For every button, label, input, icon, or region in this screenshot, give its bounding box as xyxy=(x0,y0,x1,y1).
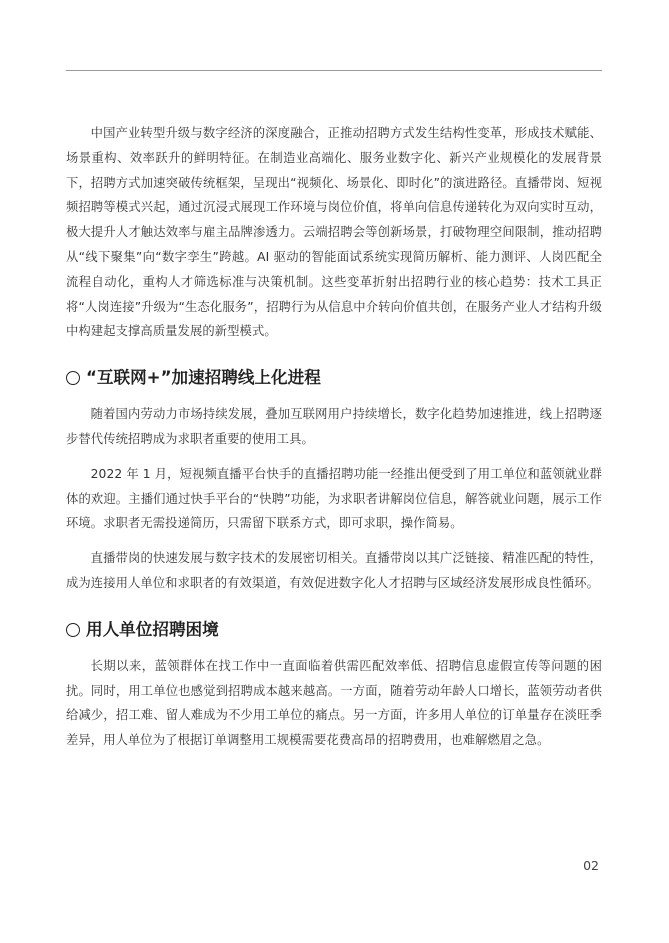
circle-bullet-icon xyxy=(66,623,80,637)
intro-paragraph: 中国产业转型升级与数字经济的深度融合，正推动招聘方式发生结构性变革，形成技术赋能、场景重构、效率跃升的鲜明特征。在制造业高端化、服务业数字化、新兴产业规模化的发展背景下，招聘方式加速突破传统框架，呈现出“视频化、场景化、即时化”的演进路径。直播带岗、短视频招聘等模式兴起，通过沉浸式展现工作环境与岗位价值，将单向信息传递转化为双向实时互动，极大提升人才触达效率与雇主品牌渗透力。云端招聘会等创新场景，打破物理空间限制，推动招聘从“线下聚集”向“数字孪生”跨越。AI 驱动的智能面试系统实现简历解析、能力测评、人岗匹配全流程自动化，重构人才筛选标准与决策机制。这些变革折射出招聘行业的核心趋势：技术工具正将“人岗连接”升级为“生态化服务”，招聘行为从信息中介转向价值共创，在服务产业人才结构升级中构建起支撑高质量发展的新型模式。 xyxy=(66,126,602,339)
section-heading-internet-plus xyxy=(66,366,602,390)
section1-paragraph-2: 2022 年 1 月，短视频直播平台快手的直播招聘功能一经推出便受到了用工单位和蓝领就业群体的欢迎。主播们通过快手平台的“快聘”功能，为求职者讲解岗位信息，解答就业问题，展示工作环境。求职者无需投递简历，只需留下联系方式，即可求职，操作简易。 xyxy=(66,466,602,531)
section1-paragraph-3: 直播带岗的快速发展与数字技术的发展密切相关。直播带岗以其广泛链接、精准匹配的特性，成为连接用人单位和求职者的有效渠道，有效促进数字化人才招聘与区域经济发展形成良性循环。 xyxy=(66,551,602,590)
document-body xyxy=(66,121,602,753)
section1-paragraph-1: 随着国内劳动力市场持续发展，叠加互联网用户持续增长，数字化趋势加速推进，线上招聘逐步替代传统招聘成为求职者重要的使用工具。 xyxy=(66,407,602,446)
section2-paragraph-1: 长期以来，蓝领群体在找工作中一直面临着供需匹配效率低、招聘信息虚假宣传等问题的困扰。同时，用工单位也感觉到招聘成本越来越高。一方面，随着劳动年龄人口增长，蓝领劳动者供给减少，招工难、留人难成为不少用工单位的痛点。另一方面，许多用人单位的订单量存在淡旺季差异，用人单位为了根据订单调整用工规模需要花费高昂的招聘费用，也难解燃眉之急。 xyxy=(66,658,602,748)
section-heading-employer-dilemma xyxy=(66,618,602,642)
header-rule xyxy=(66,70,602,71)
page-number: 02 xyxy=(583,858,599,873)
section-title: 用人单位招聘困境 xyxy=(86,619,219,639)
section-title: “互联网+”加速招聘线上化进程 xyxy=(86,368,321,388)
circle-bullet-icon xyxy=(66,371,80,385)
